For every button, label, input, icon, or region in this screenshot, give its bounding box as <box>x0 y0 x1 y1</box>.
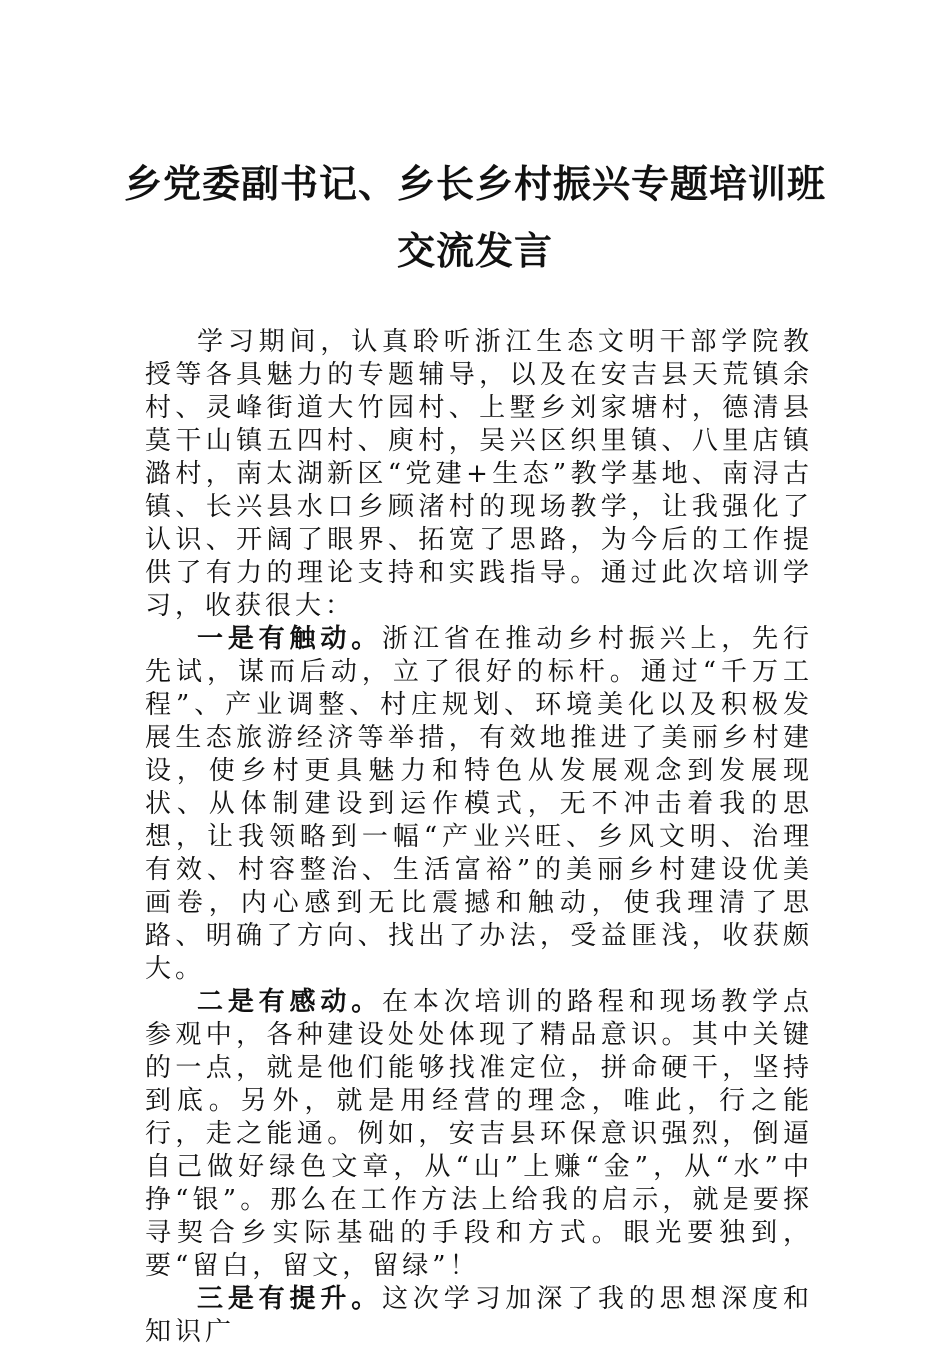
paragraph-text: 在本次培训的路程和现场教学点参观中，各种建设处处体现了精品意识。其中关键的一点，就是他们能够找准定位，拼命硬干，坚持到底。另外，就是用经营的理念，唯此，行之能行，走之能通。例如，安吉县环保意识强烈，倒逼自己做好绿色文章，从“山”上赚“金”，从“水”中挣“银”。那么在工作方法上给我的启示，就是要探寻契合乡实际基础的手段和方式。眼光要独到，要“留白，留文，留绿”！ <box>145 987 813 1281</box>
paragraph-touched <box>145 623 813 986</box>
paragraph-lead: 三是有提升。 <box>197 1284 383 1314</box>
document-title-line-2: 交流发言 <box>396 228 553 273</box>
paragraph-text: 这次学习加深了我的思想深度和知识广 <box>145 1284 813 1347</box>
paragraph-text: 浙江省在推动乡村振兴上，先行先试，谋而后动，立了很好的标杆。通过“千万工程”、产业调整、村庄规划、环境美化以及积极发展生态旅游经济等举措，有效地推进了美丽乡村建设，使乡村更具魅力和特色从发展观念到发展现状、从体制建设到运作模式，无不冲击着我的思想，让我领略到一幅“产业兴旺、乡风文明、治理有效、村容整治、生活富裕”的美丽乡村建设优美画卷，内心感到无比震撼和触动，使我理清了思路、明确了方向、找出了办法，受益匪浅，收获颇大。 <box>145 624 813 984</box>
document-title-line-1: 乡党委副书记、乡长乡村振兴专题培训班 <box>123 161 826 206</box>
paragraph-lead: 二是有感动。 <box>197 987 383 1017</box>
paragraph-improved <box>145 1283 813 1349</box>
paragraph-intro <box>145 326 813 623</box>
paragraph-lead: 一是有触动。 <box>197 624 383 654</box>
paragraph-moved <box>145 986 813 1283</box>
paragraph-text: 学习期间，认真聆听浙江生态文明干部学院教授等各具魅力的专题辅导，以及在安吉县天荒镇余村、灵峰街道大竹园村、上墅乡刘家塘村，德清县莫干山镇五四村、庾村，吴兴区织里镇、八里店镇潞村，南太湖新区“党建+生态”教学基地、南浔古镇、长兴县水口乡顾渚村的现场教学，让我强化了认识、开阔了眼界、拓宽了思路，为今后的工作提供了有力的理论支持和实践指导。通过此次培训学习，收获很大： <box>145 327 813 621</box>
document-body <box>145 326 813 1349</box>
